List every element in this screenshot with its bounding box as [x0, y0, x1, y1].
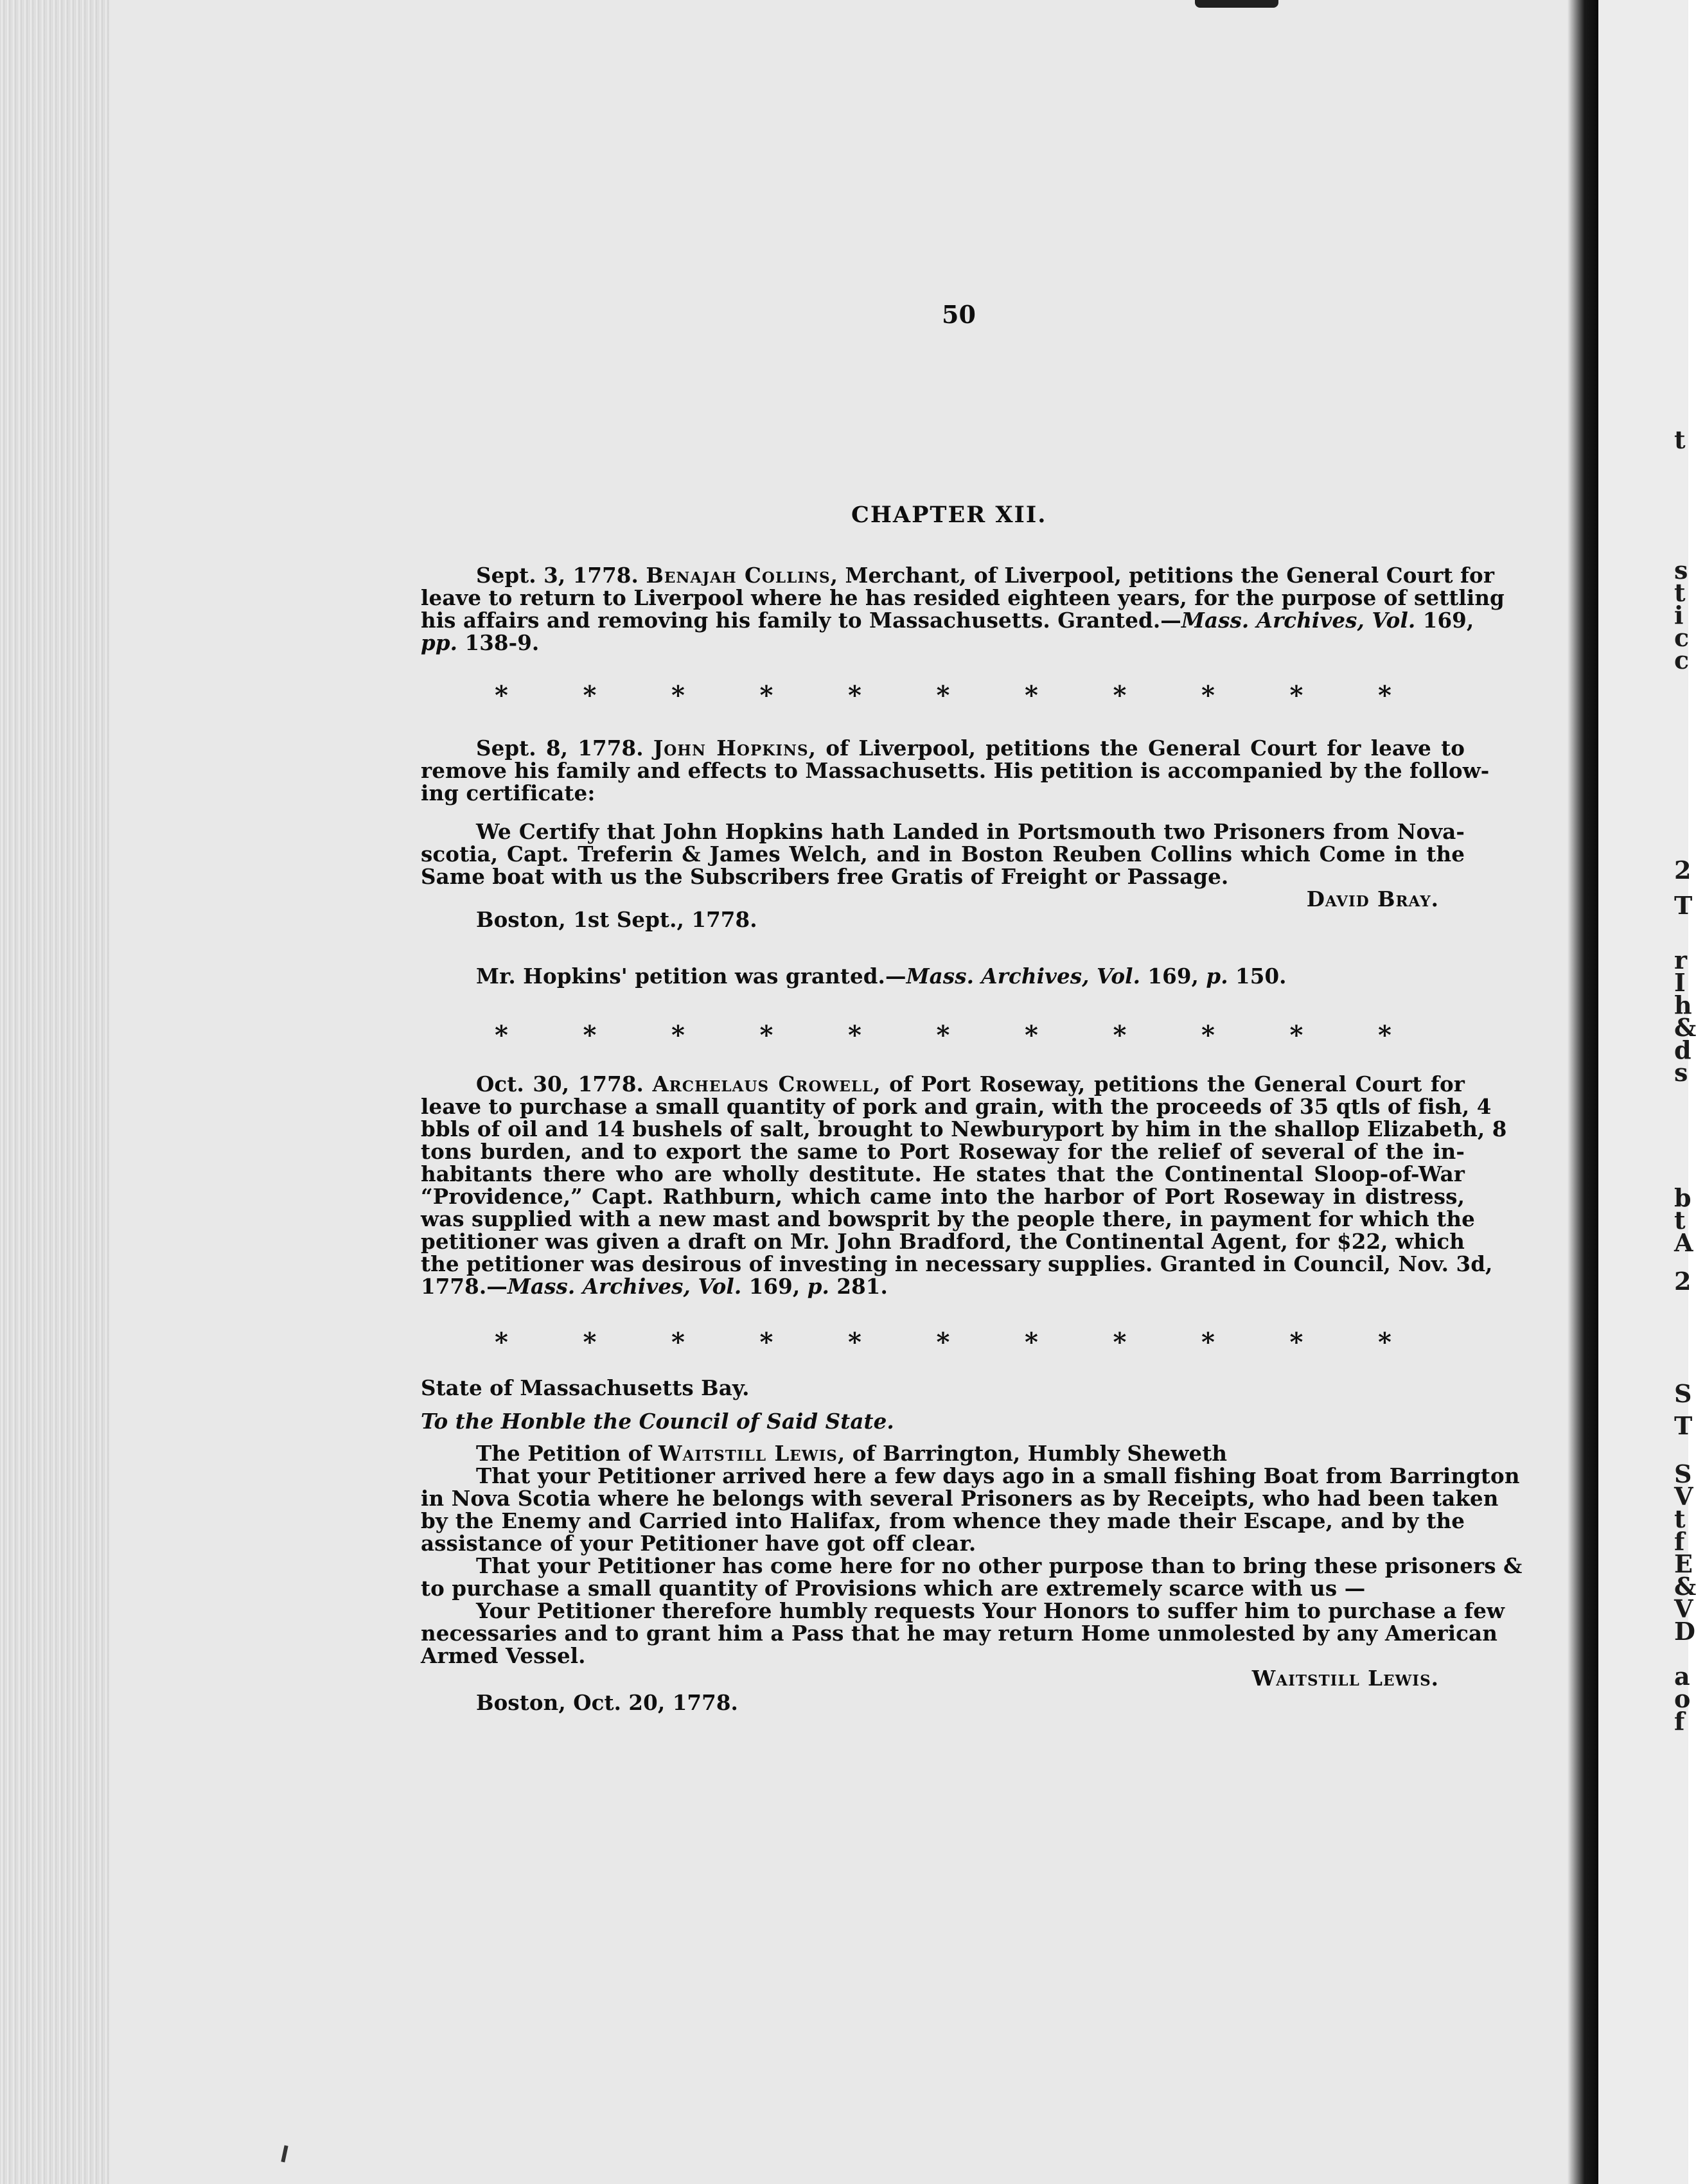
- separator-star: *: [583, 1020, 597, 1050]
- adjacent-page-fragment: [1598, 0, 1696, 2184]
- separator-star: *: [936, 1327, 950, 1357]
- adjacent-page-letter: T: [1674, 1411, 1693, 1440]
- separator-star: *: [848, 1327, 861, 1357]
- separator-star: *: [1025, 1327, 1038, 1357]
- adjacent-page-letter: s: [1674, 556, 1688, 585]
- separator-star: *: [759, 1020, 773, 1050]
- separator-star: *: [1378, 1020, 1391, 1050]
- petition-p1-line2: in Nova Scotia where he belongs with several Prisoners as by Receipts, who had been taken: [421, 1486, 1499, 1511]
- scan-smudge: [1195, 0, 1278, 8]
- adjacent-page-letter: r: [1674, 946, 1688, 974]
- separator-star: *: [936, 680, 950, 710]
- entry1-line4: pp. 138-9.: [421, 630, 540, 655]
- adjacent-page-letter: V: [1674, 1482, 1693, 1511]
- separator-star: *: [495, 1327, 508, 1357]
- separator-star: *: [1113, 680, 1127, 710]
- adjacent-page-letter: &: [1674, 1013, 1696, 1042]
- entry2-line3: ing certificate:: [421, 780, 596, 806]
- signature: David Bray.: [1306, 886, 1439, 911]
- certificate-line3: Same boat with us the Subscribers free Gratis of Freight or Passage.: [421, 864, 1229, 889]
- entry3-line6: “Providence,” Capt. Rathburn, which came into the harbor of Port Roseway in distress,: [421, 1184, 1465, 1209]
- adjacent-page-letter: S: [1674, 1379, 1692, 1408]
- petition-p2-line2: to purchase a small quantity of Provisions which are extremely scarce with us —: [421, 1576, 1366, 1601]
- entry3-line1: Oct. 30, 1778. Archelaus Crowell, of Port Roseway, petitions the General Court for: [476, 1071, 1465, 1096]
- petitioner-name: Waitstill Lewis: [658, 1441, 838, 1466]
- separator-star: *: [1113, 1327, 1127, 1357]
- separator-star: *: [1201, 680, 1215, 710]
- page-gutter-shadow: [1568, 0, 1598, 2184]
- entry3-line10: 1778.—Mass. Archives, Vol. 169, p. 281.: [421, 1274, 888, 1299]
- adjacent-page-letter: V: [1674, 1594, 1693, 1623]
- petitioner-name: Archelaus Crowell: [652, 1071, 874, 1096]
- petition-p3-line2: necessaries and to grant him a Pass that he may return Home unmolested by any American: [421, 1621, 1497, 1646]
- separator-star: *: [848, 680, 861, 710]
- entry1-line2: leave to return to Liverpool where he has resided eighteen years, for the purpose of settling: [421, 585, 1505, 610]
- entry1-line1: Sept. 3, 1778. Benajah Collins, Merchant, of Liverpool, petitions the General Court for: [476, 563, 1495, 588]
- adjacent-page-letter: s: [1674, 1058, 1688, 1087]
- adjacent-page-letter: 2: [1674, 1267, 1692, 1296]
- separator-star: *: [848, 1020, 861, 1050]
- petition-p1-line3: by the Enemy and Carried into Halifax, from whence they made their Escape, and by the: [421, 1508, 1465, 1533]
- separator-star: *: [1113, 1020, 1127, 1050]
- dateline: Boston, Oct. 20, 1778.: [476, 1690, 738, 1715]
- separator-star: *: [759, 1327, 773, 1357]
- adjacent-page-letter: c: [1674, 623, 1690, 652]
- adjacent-page-letter: D: [1674, 1617, 1695, 1646]
- certificate-line1: We Certify that John Hopkins hath Landed in Portsmouth two Prisoners from Nova-: [476, 819, 1465, 844]
- petition-p1-line1: That your Petitioner arrived here a few days ago in a small fishing Boat from Barrington: [476, 1463, 1520, 1488]
- separator-star: *: [1378, 680, 1391, 710]
- petitioner-name: John Hopkins: [653, 735, 809, 761]
- separator-star: *: [671, 1327, 685, 1357]
- adjacent-page-letter: T: [1674, 891, 1693, 920]
- entry2-line2: remove his family and effects to Massachusetts. His petition is accompanied by the follow-: [421, 758, 1490, 783]
- separator-star: *: [1025, 1020, 1038, 1050]
- separator-star: *: [1289, 1327, 1303, 1357]
- citation: Mass. Archives, Vol.: [507, 1274, 742, 1299]
- adjacent-page-letter: E: [1674, 1549, 1693, 1578]
- section-separator: [495, 680, 1391, 710]
- entry3-line5: habitants there who are wholly destitute. He states that the Continental Sloop-of-War: [421, 1161, 1465, 1186]
- chapter-title: CHAPTER XII.: [851, 502, 1047, 528]
- adjacent-page-letter: 2: [1674, 856, 1692, 885]
- adjacent-page-letter: c: [1674, 646, 1690, 674]
- section-separator: [495, 1327, 1391, 1357]
- adjacent-page-letter: &: [1674, 1572, 1696, 1601]
- separator-star: *: [1201, 1327, 1215, 1357]
- adjacent-page-letter: t: [1674, 1504, 1686, 1533]
- adjacent-page-letter: I: [1674, 968, 1686, 997]
- separator-star: *: [1289, 1020, 1303, 1050]
- address-line: To the Honble the Council of Said State.: [421, 1409, 894, 1434]
- entry3-line2: leave to purchase a small quantity of pork and grain, with the proceeds of 35 qtls of fish, 4: [421, 1094, 1492, 1119]
- adjacent-page-letter: S: [1674, 1459, 1692, 1488]
- petition-intro: The Petition of Waitstill Lewis, of Barrington, Humbly Sheweth: [476, 1441, 1228, 1466]
- adjacent-page-letter: t: [1674, 578, 1686, 607]
- adjacent-page-letter: i: [1674, 601, 1684, 630]
- adjacent-page-letter: f: [1674, 1527, 1685, 1556]
- state-heading: State of Massachusetts Bay.: [421, 1375, 750, 1400]
- book-page-edges: [0, 0, 109, 2184]
- entry1-line3: his affairs and removing his family to Massachusetts. Granted.—Mass. Archives, Vol. 169,: [421, 608, 1474, 633]
- entry3-line4: tons burden, and to export the same to Port Roseway for the relief of several of the in-: [421, 1139, 1465, 1164]
- separator-star: *: [1201, 1020, 1215, 1050]
- signature: Waitstill Lewis.: [1251, 1666, 1439, 1691]
- adjacent-page-letter: h: [1674, 991, 1692, 1019]
- adjacent-page-letter: b: [1674, 1183, 1692, 1212]
- petition-p2-line1: That your Petitioner has come here for no other purpose than to bring these prisoners &: [476, 1553, 1523, 1578]
- adjacent-page-letter: a: [1674, 1662, 1690, 1691]
- adjacent-page-letter: t: [1674, 1206, 1686, 1235]
- petitioner-name: Benajah Collins: [646, 563, 831, 588]
- separator-star: *: [1378, 1327, 1391, 1357]
- separator-star: *: [671, 680, 685, 710]
- petition-p1-line4: assistance of your Petitioner have got off clear.: [421, 1531, 976, 1556]
- scan-mark: [281, 2145, 288, 2163]
- adjacent-page-letter: f: [1674, 1707, 1685, 1736]
- separator-star: *: [583, 680, 597, 710]
- entry3-line3: bbls of oil and 14 bushels of salt, brought to Newburyport by him in the shallop Elizabeth, 8: [421, 1116, 1507, 1141]
- dateline: Boston, 1st Sept., 1778.: [476, 907, 757, 932]
- page-number: 50: [942, 300, 976, 329]
- adjacent-page-letter: d: [1674, 1035, 1692, 1064]
- separator-star: *: [1025, 680, 1038, 710]
- separator-star: *: [936, 1020, 950, 1050]
- citation: Mass. Archives, Vol.: [1181, 608, 1416, 633]
- entry2-line1: Sept. 8, 1778. John Hopkins, of Liverpool, petitions the General Court for leave to: [476, 735, 1465, 761]
- petition-p3-line3: Armed Vessel.: [421, 1643, 586, 1668]
- separator-star: *: [759, 680, 773, 710]
- entry3-line9: the petitioner was desirous of investing in necessary supplies. Granted in Council, Nov. 3d,: [421, 1251, 1493, 1276]
- separator-star: *: [583, 1327, 597, 1357]
- certificate-line2: scotia, Capt. Treferin & James Welch, and in Boston Reuben Collins which Come in the: [421, 841, 1465, 867]
- separator-star: *: [1289, 680, 1303, 710]
- citation: Mass. Archives, Vol.: [906, 964, 1140, 989]
- entry2-result: Mr. Hopkins' petition was granted.—Mass. Archives, Vol. 169, p. 150.: [476, 964, 1287, 989]
- separator-star: *: [671, 1020, 685, 1050]
- petition-p3-line1: Your Petitioner therefore humbly requests Your Honors to suffer him to purchase a few: [476, 1598, 1505, 1623]
- entry3-line7: was supplied with a new mast and bowsprit by the people there, in payment for which the: [421, 1206, 1475, 1231]
- separator-star: *: [495, 1020, 508, 1050]
- adjacent-page-letter: o: [1674, 1684, 1691, 1713]
- separator-star: *: [495, 680, 508, 710]
- adjacent-page-letter: t: [1674, 425, 1686, 454]
- section-separator: [495, 1020, 1391, 1050]
- adjacent-page-letter: A: [1674, 1228, 1693, 1257]
- entry3-line8: petitioner was given a draft on Mr. John Bradford, the Continental Agent, for $22, which: [421, 1229, 1465, 1254]
